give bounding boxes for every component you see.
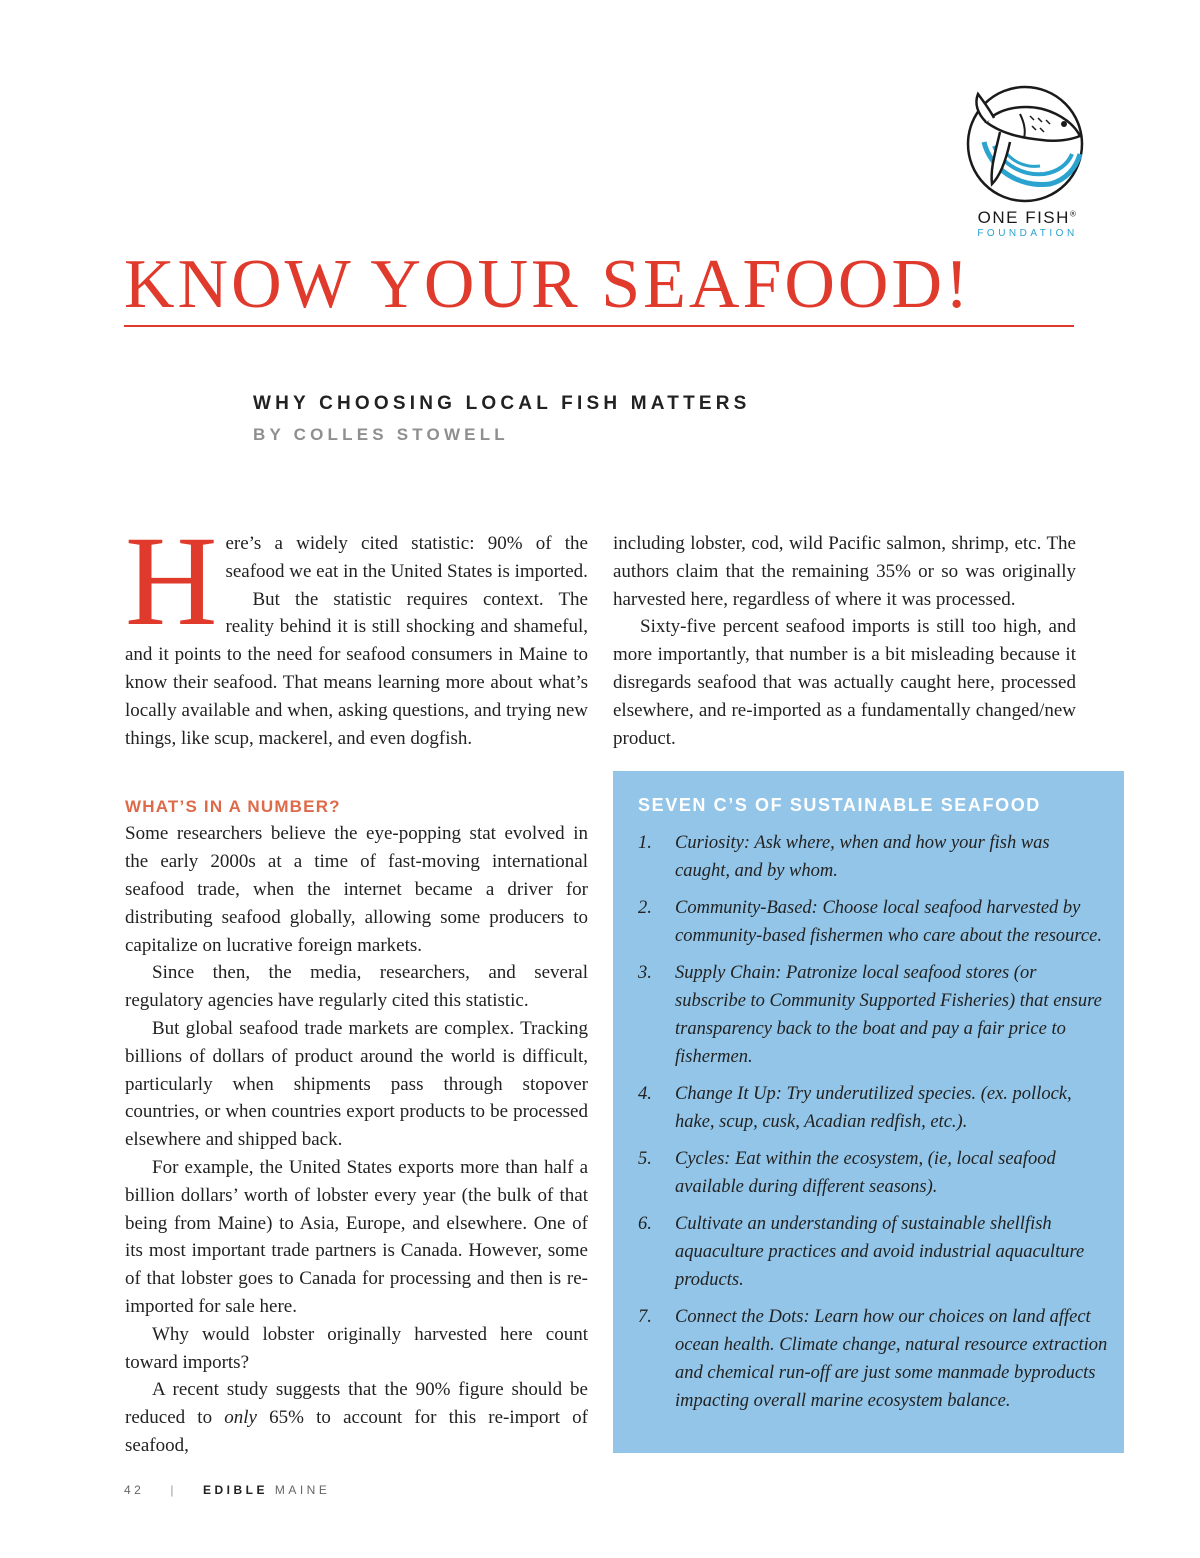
page-title: KNOW YOUR SEAFOOD! — [124, 246, 972, 323]
body-paragraph: Sixty-five percent seafood imports is still too high, and more importantly, that number is a bit misleading because it disregards seafood that was actually caught here, processed elsewhere, and re-imported as a fundamentally changed/new product. — [613, 616, 1076, 749]
intro-paragraph-1: ere’s a widely cited statistic: 90% of the seafood we eat in the United States is imported. — [225, 533, 588, 582]
article-byline: BY COLLES STOWELL — [253, 425, 509, 444]
emphasis-only: only — [224, 1407, 257, 1429]
body-paragraph: For example, the United States exports more than half a billion dollars’ worth of lobster every year (the bulk of that being from Maine) to Asia, Europe, and elsewhere. One of its most important trade partners is Canada. However, some of that lobster goes to Canada for processing and then is re-imported for sale here. — [125, 1156, 588, 1317]
logo-subtitle: FOUNDATION — [977, 228, 1078, 239]
list-item: 3. Supply Chain: Patronize local seafood stores (or subscribe to Community Supported Fisheries) that ensure transparency back to the boat and pay a fair price to fishermen. — [638, 963, 1102, 1067]
left-column — [125, 510, 589, 1460]
logo-name: ONE FISH® — [977, 208, 1078, 227]
body-paragraph: including lobster, cod, wild Pacific salmon, shrimp, etc. The authors claim that the remaining 35% or so was originally harvested here, regardless of where it was processed. — [613, 533, 1076, 610]
drop-cap: H — [125, 510, 218, 652]
right-column — [613, 530, 1076, 752]
body-paragraph: Some researchers believe the eye-popping stat evolved in the early 2000s at a time of fast-moving international seafood trade, when the internet became a driver for distributing seafood globally, allowing some producers to capitalize on lucrative foreign markets. — [125, 823, 588, 956]
sidebar-title: SEVEN C’S OF SUSTAINABLE SEAFOOD — [638, 795, 1041, 815]
footer-separator: | — [170, 1483, 177, 1497]
page-footer — [124, 1483, 330, 1497]
list-item: 5. Cycles: Eat within the ecosystem, (ie, local seafood available during different seasons). — [638, 1149, 1056, 1197]
seven-cs-sidebar — [613, 771, 1124, 1453]
one-fish-foundation-logo — [960, 80, 1095, 245]
article-subtitle: WHY CHOOSING LOCAL FISH MATTERS — [253, 393, 751, 414]
body-paragraph-last: A recent study suggests that the 90% figure should be reduced to only 65% to account for this re-import of seafood, — [125, 1379, 589, 1456]
list-item: 1. Curiosity: Ask where, when and how your fish was caught, and by whom. — [638, 833, 1050, 881]
magazine-name-bold: EDIBLE — [202, 1483, 268, 1497]
list-item: 2. Community-Based: Choose local seafood harvested by community-based fishermen who care about the resource. — [638, 898, 1102, 946]
body-paragraph: But global seafood trade markets are complex. Tracking billions of dollars of product around the world is difficult, particularly when shipments pass through stopover countries, or when countries export products to be processed elsewhere and shipped back. — [125, 1017, 588, 1151]
list-item: 4. Change It Up: Try underutilized species. (ex. pollock, hake, scup, cusk, Acadian redfish, etc.). — [638, 1084, 1072, 1132]
fish-logo-icon — [960, 80, 1095, 208]
magazine-name: MAINE — [274, 1483, 331, 1497]
intro-paragraph-2: But the statistic requires context. The reality behind it is still shocking and shameful, and it points to the need for seafood consumers in Maine to know their seafood. That means learning more about what’s locally available and when, asking questions, and trying new things, like scup, mackerel, and even dogfish. — [125, 588, 588, 749]
section-heading: WHAT’S IN A NUMBER? — [125, 797, 341, 817]
page-number: 42 — [124, 1483, 145, 1497]
seven-cs-list — [638, 829, 1108, 1424]
list-item: 6. Cultivate an understanding of sustainable shellfish aquaculture practices and avoid industrial aquaculture products. — [638, 1214, 1085, 1290]
title-rule — [124, 325, 1074, 327]
body-paragraph: Since then, the media, researchers, and several regulatory agencies have regularly cited this statistic. — [125, 962, 588, 1012]
list-item: 7. Connect the Dots: Learn how our choices on land affect ocean health. Climate change, natural resource extraction and chemical run-off are just some manmade byproducts impacting overall marine ecosystem balance. — [638, 1307, 1108, 1411]
body-paragraph: Why would lobster originally harvested here count toward imports? — [125, 1323, 588, 1373]
